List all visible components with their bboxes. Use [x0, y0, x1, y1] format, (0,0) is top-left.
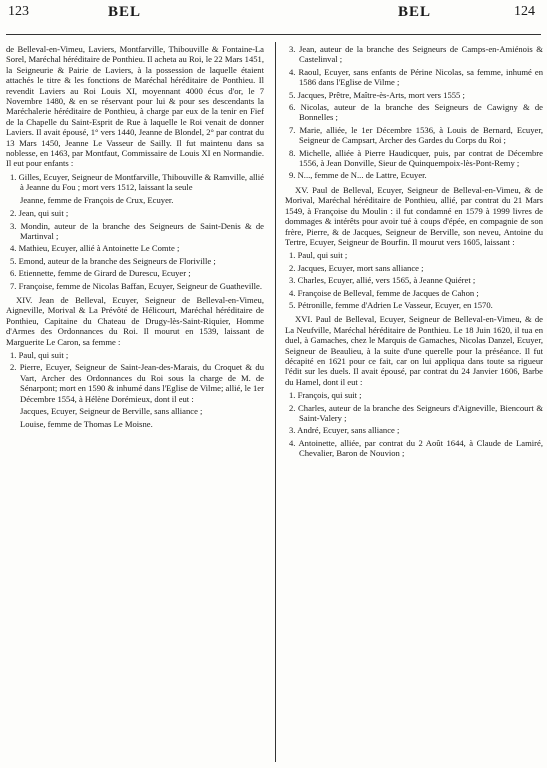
child-entry: 5. Emond, auteur de la branche des Seigneurs de Floriville ;: [10, 255, 216, 266]
child-entry: 2. Charles, auteur de la branche des Seigneurs d'Aigneville, Biencourt & Saint-Valery ;: [289, 402, 543, 423]
left-page-number: 123: [8, 4, 29, 19]
child-entry: 1. Paul, qui suit ;: [10, 349, 69, 360]
child-entry: 9. N..., femme de N... de Lattre, Ecuyer.: [289, 170, 427, 181]
child-entry: 3. André, Ecuyer, sans alliance ;: [289, 425, 400, 436]
column-rule: [275, 42, 276, 762]
child-entry: 1. Paul, qui suit ;: [289, 250, 348, 261]
generation-xv-text: XV. Paul de Belleval, Ecuyer, Seigneur de Belleval-en-Vimeu, & de Morival, Maréchal héréditaire de Ponthieu, allié, par contrat du 21 Mars 1549, à Françoise du Moulin : il fut condamné en 1579 à 1999 livres de dommages & intérêts pour avoir tué à coups d'épée, en compagnie de son frère, Pierre, & de Jacques, Seigneur de Berville, son neveu, Antoine du Tertre, Ecuyer, Seigneur de Bourfin. Il mourut vers 1605, laissant :: [285, 184, 543, 247]
header-rule: [6, 34, 541, 35]
child-entry: 7. Marie, alliée, le 1er Décembre 1536, à Louis de Bernard, Ecuyer, Seigneur de Campsart, Archer des Gardes du Corps du Roi ;: [289, 124, 543, 146]
children-list-xiv-continued: [285, 44, 543, 181]
child-entry: 4. Mathieu, Ecuyer, allié à Antoinette Le Comte ;: [10, 243, 180, 254]
grandchild-entry: Jacques, Ecuyer, Seigneur de Berville, sans alliance ;: [20, 406, 203, 416]
left-column: [6, 44, 264, 434]
child-entry: 3. Mondin, auteur de la branche des Seigneurs de Saint-Denis & de Martinval ;: [10, 220, 264, 241]
child-entry: 1. Gilles, Ecuyer, Seigneur de Montfarville, Thibouville & Ramville, allié à Jeanne du Fou ; mort vers 1512, laissant la seule: [10, 171, 264, 193]
child-entry: 6. Etiennette, femme de Girard de Durescu, Ecuyer ;: [10, 268, 191, 279]
child-entry: 6. Nicolas, auteur de la branche des Seigneurs de Cawigny & de Bonnelles ;: [289, 102, 543, 123]
left-running-header: BEL: [108, 4, 142, 20]
children-list-xiii: [6, 172, 264, 291]
child-entry: 5. Jacques, Prêtre, Maître-ès-Arts, mort vers 1555 ;: [289, 89, 465, 100]
children-list-xiv: [6, 350, 264, 430]
child-entry: 4. Raoul, Ecuyer, sans enfants de Périne Nicolas, sa femme, inhumé en 1586 dans l'Eglise de Vilme ;: [289, 66, 543, 88]
generation-xvi-text: XVI. Paul de Belleval, Ecuyer, Seigneur de Belleval-en-Vimeu, & de La Neufville, Maréchal héréditaire de Ponthieu. Le 18 Juin 1620, il tua en duel, à Gamaches, chez le Marquis de Gamaches, Nicolas Danzel, Ecuyer, Seigneur de Beaulieu, à la suite d'une querelle pour la préséance. Il fut décapité en 1621 pour ce fait, car on lui appliqua dans toute sa rigueur l'édit sur les duels. Il avait épousé, par contrat du 24 Janvier 1606, Barbe du Hamel, dont il eut :: [285, 314, 543, 387]
right-column: [285, 44, 543, 463]
child-entry: 3. Jean, auteur de la branche des Seigneurs de Camps-en-Amiénois & Castelinval ;: [289, 44, 543, 65]
right-page-number: 124: [514, 4, 535, 19]
children-list-xvi: [285, 390, 543, 458]
child-entry: 4. Antoinette, alliée, par contrat du 2 Août 1644, à Claude de Lamiré, Chevalier, Baron de Nouvion ;: [289, 437, 543, 459]
child-entry: 2. Jacques, Ecuyer, mort sans alliance ;: [289, 262, 424, 273]
child-entry: 8. Michelle, alliée à Pierre Haudicquer, puis, par contrat de Décembre 1556, à Jean Donville, Sieur de Quinquempoix-lès-Pont-Remy ;: [289, 147, 543, 169]
child-entry: 3. Charles, Ecuyer, allié, vers 1565, à Jeanne Quiéret ;: [289, 275, 476, 286]
children-list-xv: [285, 250, 543, 310]
child-entry: 1. François, qui suit ;: [289, 390, 362, 401]
child-entry: 2. Jean, qui suit ;: [10, 208, 69, 219]
child-entry: 5. Pétronille, femme d'Adrien Le Vasseur, Ecuyer, en 1570.: [289, 299, 493, 310]
child-entry: 2. Pierre, Ecuyer, Seigneur de Saint-Jean-des-Marais, du Croquet & du Vart, Archer des Ordonnances du Roi sous la charge de M. de Sénarpont; mort en 1590 & inhumé dans l'Eglise de Vilme; allié, le 1er Décembre 1554, à Hélène Dorémieux, dont il eut :: [10, 362, 264, 404]
right-running-header: BEL: [398, 4, 432, 20]
generation-xiv-text: XIV. Jean de Belleval, Ecuyer, Seigneur de Belleval-en-Vimeu, Aigneville, Morival & La Prévôté de Hélicourt, Maréchal héréditaire de Ponthieu, Capitaine du Chateau de Drugy-lès-Saint-Riquier, Homme d'Armes des Ordonnances du Roi. Il mourut en 1539, laissant de Marguerite Le Caron, sa femme :: [6, 294, 264, 347]
grandchild-entry: Jeanne, femme de François de Crux, Ecuyer.: [20, 194, 174, 205]
child-entry: 7. Françoise, femme de Nicolas Baffan, Ecuyer, Seigneur de Guatheville.: [10, 280, 262, 291]
generation-xiii-text: de Belleval-en-Vimeu, Laviers, Montfarville, Thibouville & Fontaine-La Sorel, Maréchal héréditaire de Ponthieu. Il acheta au Roi, le 22 Mars 1451, la Seigneurie & Pairie de Laviers, à la possession de laquelle étaient attachés le titre & les fonctions de Maréchal héréditaire de Ponthieu. Il revendit Laviers au Roi Louis XI, moyennant 4000 écus d'or, le 7 Novembre 1480, & en se réservant pour lui & pour ses descendants la Maréchalerie héréditaire de Ponthieu, à charge par eux de la tenir en Fief de la Chapelle du Saint-Esprit de Rue à laquelle le Roi venait de donner Laviers. Il avait épousé, 1° vers 1440, Jeanne de Blondel, 2° par contrat du 13 Mars 1450, Jeanne Le Vasseur de Sailly. Il fut maintenu dans sa noblesse, en 1463, par Montfaut, Commissaire de Louis XI en Normandie. Il eut pour enfants :: [6, 44, 264, 169]
grandchild-entry: Louise, femme de Thomas Le Moisne.: [20, 419, 153, 430]
child-entry: 4. Françoise de Belleval, femme de Jacques de Cahon ;: [289, 287, 479, 298]
